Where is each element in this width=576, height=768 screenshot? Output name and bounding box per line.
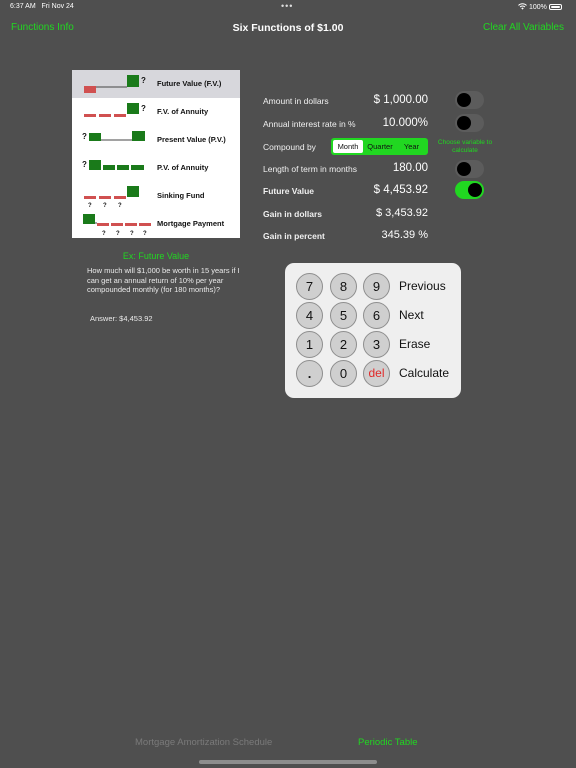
functions-list	[72, 70, 240, 238]
diagram-question-mark: ?	[118, 203, 122, 209]
gain-dollars-value: $ 3,453.92	[376, 207, 428, 219]
battery-percent: 100%	[528, 4, 547, 11]
toggle-knob	[457, 116, 471, 130]
previous-button[interactable]: Previous	[399, 279, 446, 293]
example-text: How much will $1,000 be worth in 15 years if I can get an annual return of 10% per year compounded monthly (for 180 months)?	[87, 266, 240, 295]
battery-icon	[549, 4, 562, 10]
term-value[interactable]: 180.00	[392, 162, 428, 174]
amount-toggle[interactable]	[455, 91, 484, 109]
toggle-knob	[457, 93, 471, 107]
diagram-question-mark: ?	[103, 203, 107, 209]
next-button[interactable]: Next	[399, 308, 424, 322]
gain-percent-value: 345.39 %	[381, 229, 428, 241]
compound-option-quarter[interactable]: Quarter	[367, 142, 393, 151]
key-4[interactable]: 4	[296, 302, 323, 329]
diagram-question-mark: ?	[82, 132, 87, 141]
interest-toggle[interactable]	[455, 114, 484, 132]
amount-value[interactable]: $ 1,000.00	[373, 94, 428, 106]
home-indicator[interactable]	[199, 760, 377, 764]
future-value-label: Future Value	[263, 186, 315, 196]
function-fv-annuity[interactable]	[72, 98, 240, 126]
key-8[interactable]: 8	[330, 273, 357, 300]
pv-annuity-diagram-icon	[80, 154, 152, 182]
diagram-question-mark: ?	[143, 231, 147, 237]
wifi-icon	[518, 4, 529, 11]
future-value-value[interactable]: $ 4,453.92	[373, 184, 428, 196]
functions-info-link[interactable]: Functions Info	[11, 22, 74, 33]
function-sinking-fund[interactable]	[72, 182, 240, 210]
function-label: Future Value (F.V.)	[157, 79, 222, 88]
key-6[interactable]: 6	[363, 302, 390, 329]
function-label: Sinking Fund	[157, 191, 205, 200]
status-right	[518, 3, 562, 11]
mortgage-amortization-link[interactable]: Mortgage Amortization Schedule	[135, 737, 273, 748]
future-value-diagram-icon	[80, 70, 152, 98]
present-value-diagram-icon	[80, 126, 152, 154]
compound-segmented-control	[331, 138, 428, 155]
function-pv-annuity[interactable]	[72, 154, 240, 182]
future-value-toggle[interactable]	[455, 181, 484, 199]
key-delete[interactable]: del	[363, 360, 390, 387]
key-2[interactable]: 2	[330, 331, 357, 358]
function-label: Present Value (P.V.)	[157, 135, 226, 144]
clear-all-variables-link[interactable]: Clear All Variables	[483, 22, 564, 33]
diagram-question-mark: ?	[141, 76, 146, 85]
sinking-fund-diagram-icon	[80, 182, 152, 210]
toggle-knob	[468, 183, 482, 197]
example-title: Ex: Future Value	[122, 251, 190, 261]
function-mortgage-payment[interactable]	[72, 210, 240, 238]
key-3[interactable]: 3	[363, 331, 390, 358]
key-9[interactable]: 9	[363, 273, 390, 300]
status-time: 6:37 AM Fri Nov 24	[10, 3, 74, 10]
compound-option-month[interactable]: Month	[333, 140, 363, 153]
key-decimal[interactable]: .	[296, 360, 323, 387]
diagram-question-mark: ?	[116, 231, 120, 237]
compound-label: Compound by	[263, 142, 316, 152]
page-title: Six Functions of $1.00	[232, 22, 344, 34]
function-label: F.V. of Annuity	[157, 107, 209, 116]
key-0[interactable]: 0	[330, 360, 357, 387]
calculate-button[interactable]: Calculate	[399, 366, 450, 380]
diagram-question-mark: ?	[130, 231, 134, 237]
interest-label: Annual interest rate in %	[263, 119, 356, 129]
keypad	[285, 263, 461, 398]
toggle-knob	[457, 162, 471, 176]
multitask-dots[interactable]: •••	[281, 1, 294, 11]
mortgage-payment-diagram-icon	[80, 210, 152, 238]
function-label: P.V. of Annuity	[157, 163, 209, 172]
key-5[interactable]: 5	[330, 302, 357, 329]
periodic-table-link[interactable]: Periodic Table	[358, 737, 418, 748]
key-1[interactable]: 1	[296, 331, 323, 358]
term-toggle[interactable]	[455, 160, 484, 178]
function-future-value[interactable]	[72, 70, 240, 98]
diagram-question-mark: ?	[102, 231, 106, 237]
function-present-value[interactable]	[72, 126, 240, 154]
amount-label: Amount in dollars	[263, 96, 329, 106]
interest-value[interactable]: 10.000%	[382, 117, 428, 129]
diagram-question-mark: ?	[141, 104, 146, 113]
gain-dollars-label: Gain in dollars	[263, 209, 323, 219]
diagram-question-mark: ?	[88, 203, 92, 209]
fv-annuity-diagram-icon	[80, 98, 152, 126]
function-label: Mortgage Payment	[157, 219, 225, 228]
erase-button[interactable]: Erase	[399, 337, 431, 351]
compound-option-year[interactable]: Year	[403, 142, 420, 151]
term-label: Length of term in months	[263, 164, 358, 174]
example-answer: Answer: $4,453.92	[90, 314, 153, 323]
gain-percent-label: Gain in percent	[263, 231, 325, 241]
diagram-question-mark: ?	[82, 160, 87, 169]
key-7[interactable]: 7	[296, 273, 323, 300]
choose-variable-hint: Choose variable to calculate	[437, 139, 493, 154]
